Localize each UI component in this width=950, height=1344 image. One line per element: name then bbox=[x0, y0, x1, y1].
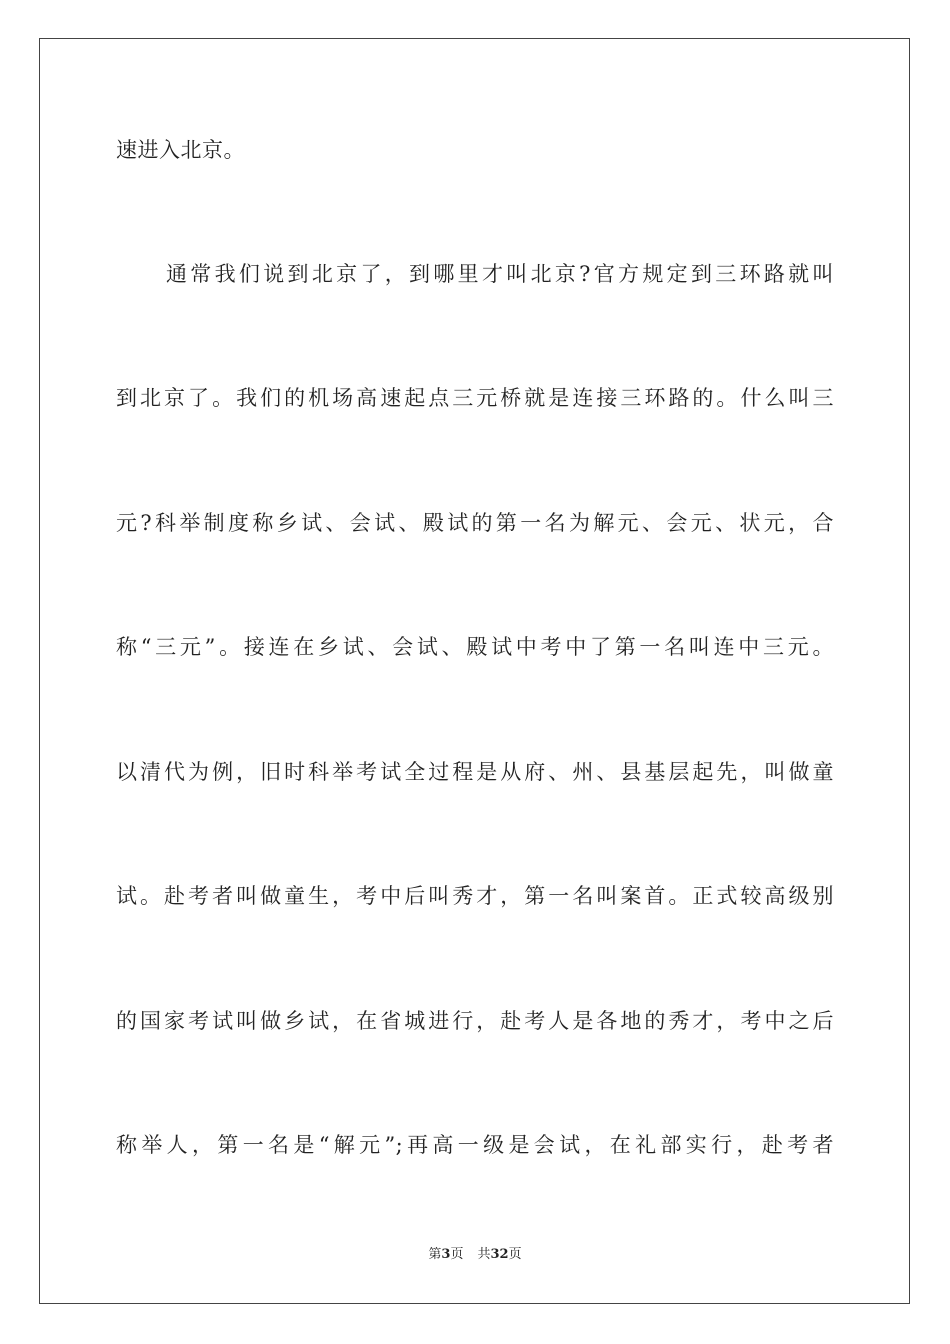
page-suffix: 页 bbox=[450, 1247, 464, 1262]
text-line-3: 到北京了。我们的机场高速起点三元桥就是连接三环路的。什么叫三 bbox=[116, 386, 834, 410]
total-suffix: 页 bbox=[508, 1247, 522, 1262]
text-line-7: 试。赴考者叫做童生，考中后叫秀才，第一名叫案首。正式较高级别 bbox=[116, 884, 834, 908]
page-footer bbox=[0, 1247, 950, 1263]
page-border bbox=[39, 38, 910, 1304]
text-line-2: 通常我们说到北京了，到哪里才叫北京?官方规定到三环路就叫 bbox=[166, 262, 834, 286]
text-line-6: 以清代为例，旧时科举考试全过程是从府、州、县基层起先，叫做童 bbox=[116, 760, 834, 784]
page-number: 3 bbox=[441, 1247, 451, 1262]
text-line-4: 元?科举制度称乡试、会试、殿试的第一名为解元、会元、状元，合 bbox=[116, 511, 834, 535]
text-line-9: 称举人，第一名是“解元”;再高一级是会试，在礼部实行，赴考者 bbox=[116, 1133, 834, 1157]
text-line-1: 速进入北京。 bbox=[116, 138, 245, 162]
page-prefix: 第 bbox=[428, 1247, 442, 1262]
total-prefix: 共 bbox=[477, 1247, 491, 1262]
text-line-5: 称“三元”。接连在乡试、会试、殿试中考中了第一名叫连中三元。 bbox=[116, 635, 834, 659]
total-pages: 32 bbox=[490, 1247, 509, 1262]
text-line-8: 的国家考试叫做乡试，在省城进行，赴考人是各地的秀才，考中之后 bbox=[116, 1009, 834, 1033]
